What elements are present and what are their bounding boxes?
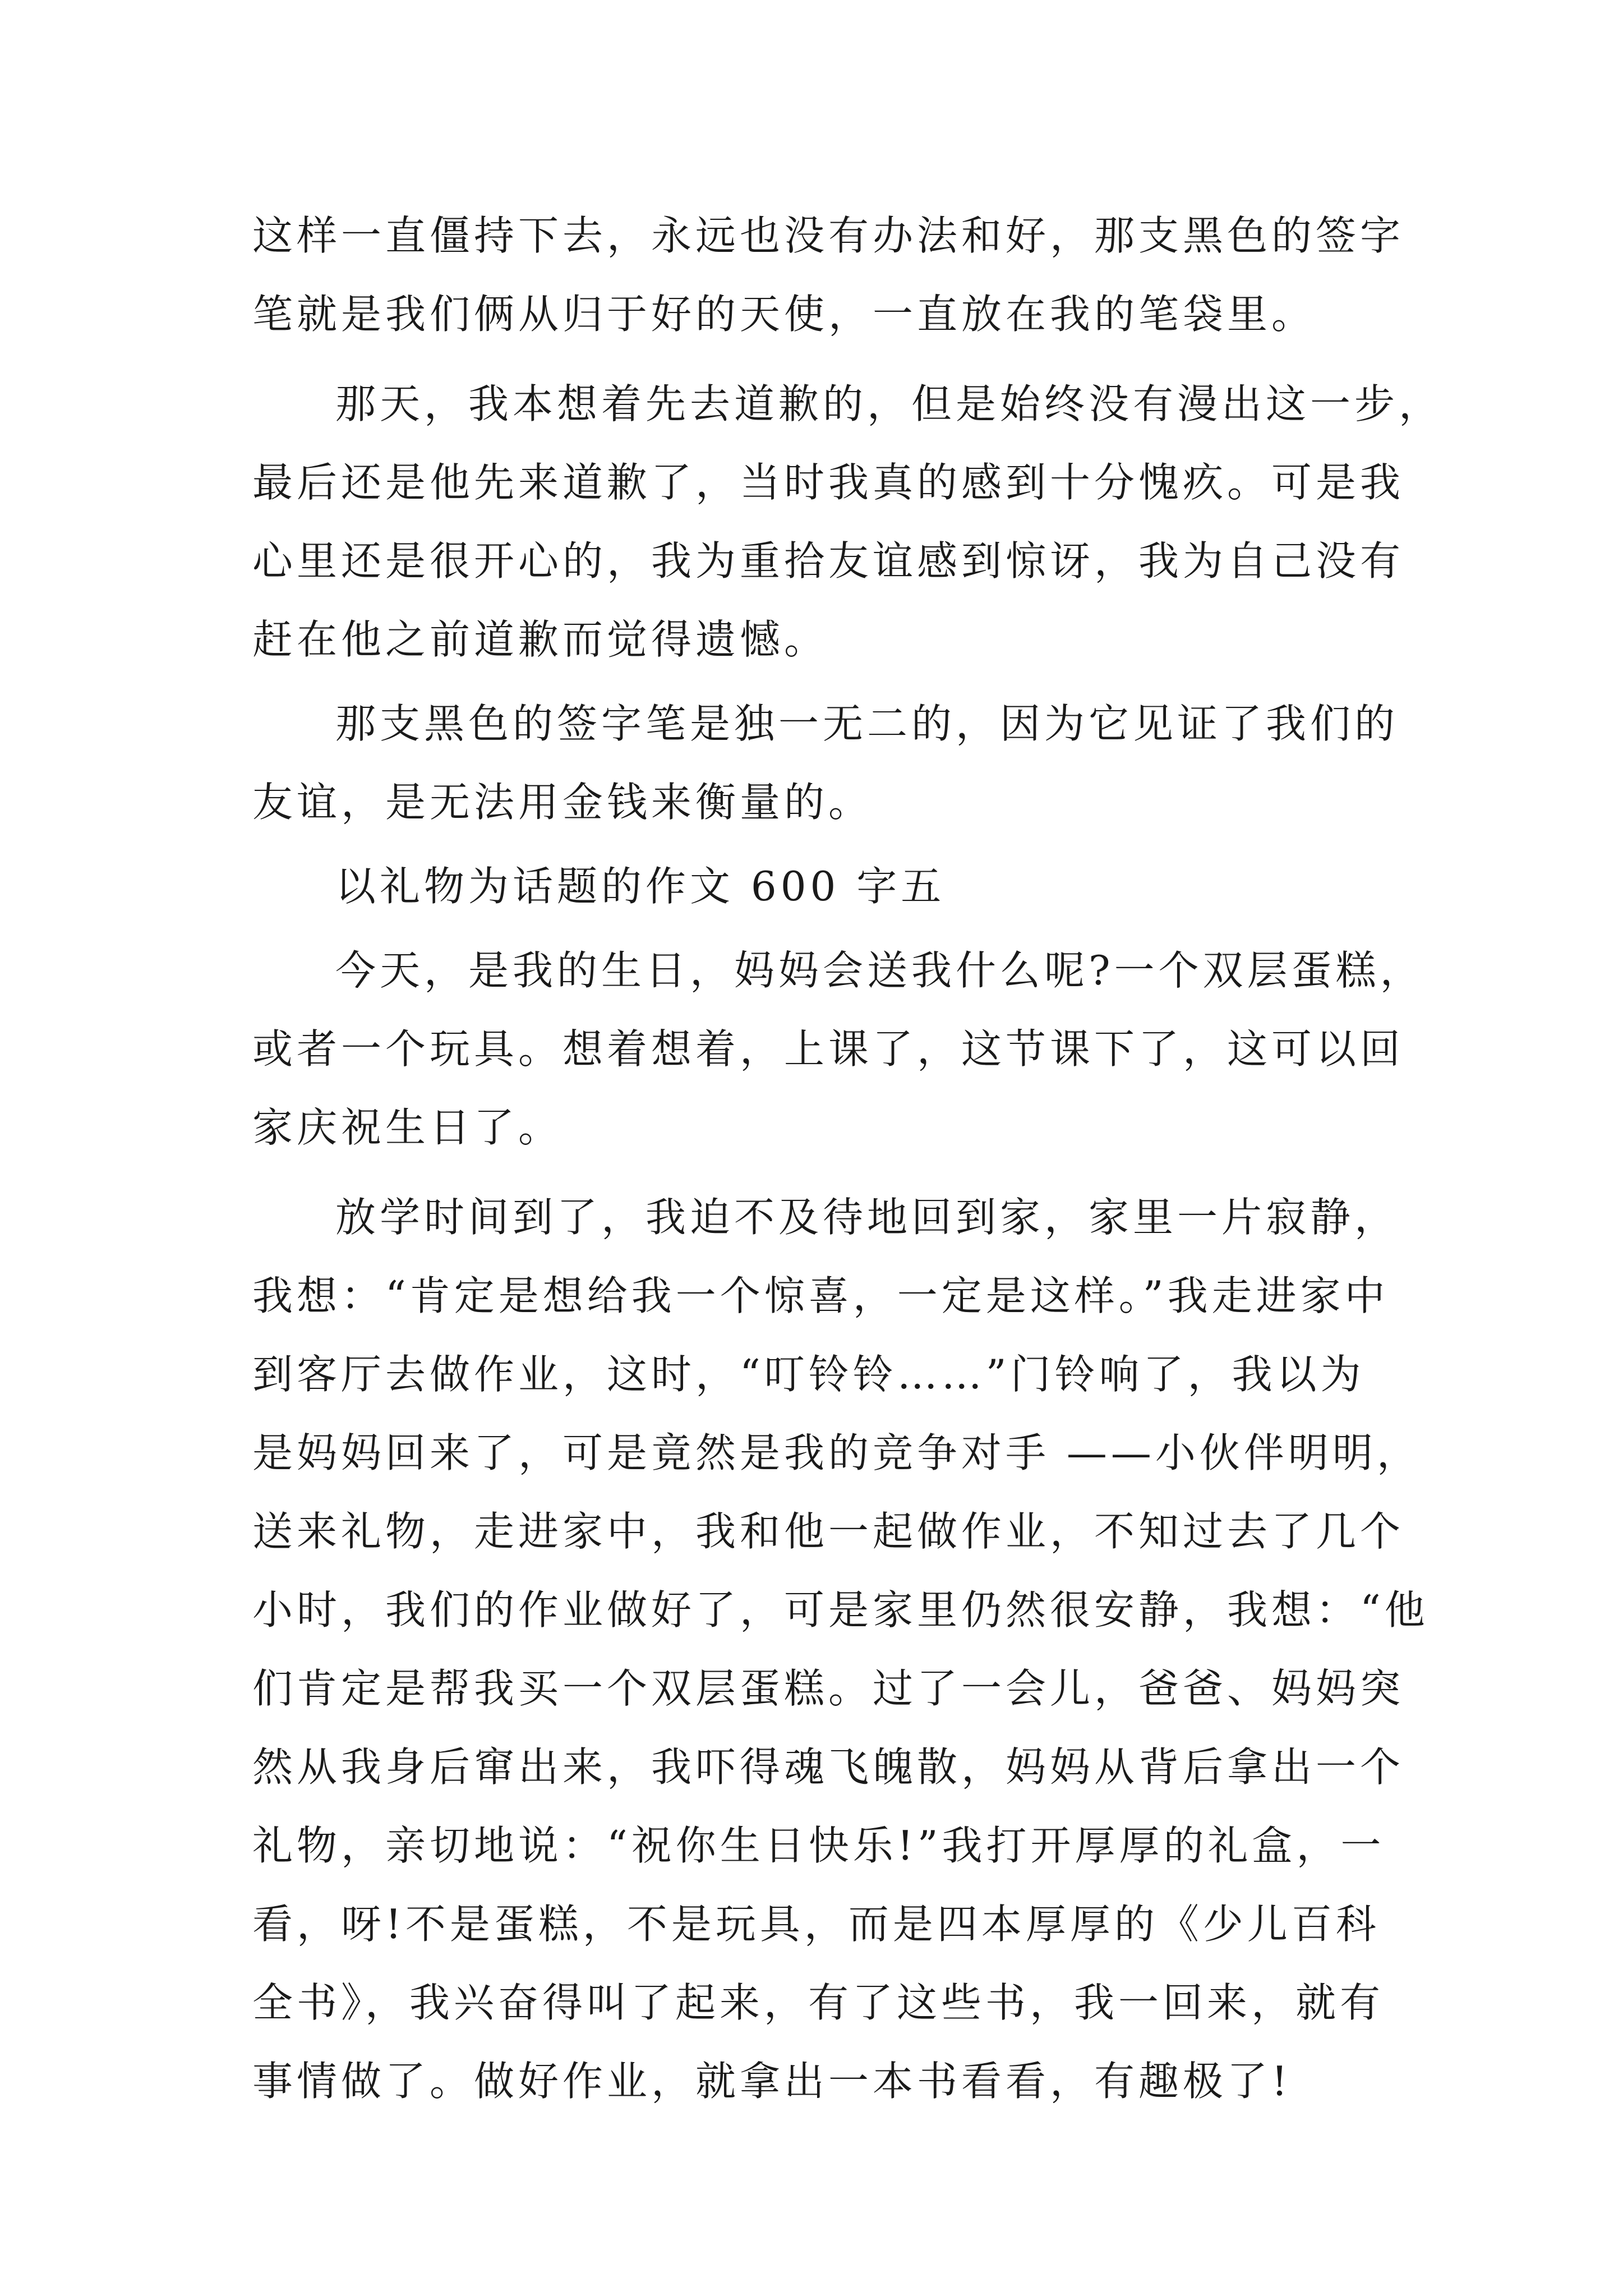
section-heading: 以礼物为话题的作文 600 字五 <box>335 863 946 910</box>
text-line: 礼物，亲切地说：“祝你生日快乐!”我打开厚厚的礼盒，一 <box>252 1822 1385 1869</box>
text-line: 送来礼物，走进家中，我和他一起做作业，不知过去了几个 <box>252 1508 1405 1555</box>
text-line: 事情做了。做好作业，就拿出一本书看看，有趣极了! <box>252 2058 1292 2105</box>
text-line: 笔就是我们俩从归于好的天使，一直放在我的笔袋里。 <box>252 291 1316 338</box>
text-line: 友谊，是无法用金钱来衡量的。 <box>252 779 873 826</box>
text-line: 最后还是他先来道歉了，当时我真的感到十分愧疚。可是我 <box>252 459 1405 506</box>
text-line: 是妈妈回来了，可是竟然是我的竞争对手 ——小伙伴明明， <box>252 1429 1421 1476</box>
text-line: 心里还是很开心的，我为重拾友谊感到惊讶，我为自己没有 <box>252 537 1405 585</box>
text-line: 然从我身后窜出来，我吓得魂飞魄散，妈妈从背后拿出一个 <box>252 1743 1405 1791</box>
text-line: 放学时间到了，我迫不及待地回到家，家里一片寂静， <box>335 1194 1399 1241</box>
text-line: 看，呀!不是蛋糕，不是玩具，而是四本厚厚的《少儿百科 <box>252 1901 1380 1948</box>
text-line: 那天，我本想着先去道歉的，但是始终没有漫出这一步， <box>335 380 1444 427</box>
text-line: 到客厅去做作业，这时，“叮铃铃……”门铃响了，我以为 <box>252 1351 1365 1398</box>
text-line: 赶在他之前道歉而觉得遗憾。 <box>252 616 829 663</box>
text-line: 那支黑色的签字笔是独一无二的，因为它见证了我们的 <box>335 700 1399 747</box>
text-line: 家庆祝生日了。 <box>252 1104 563 1151</box>
text-line: 今天，是我的生日，妈妈会送我什么呢?一个双层蛋糕， <box>335 947 1424 994</box>
text-line: 们肯定是帮我买一个双层蛋糕。过了一会儿，爸爸、妈妈突 <box>252 1665 1405 1712</box>
text-line: 我想：“肯定是想给我一个惊喜，一定是这样。”我走进家中 <box>252 1272 1389 1319</box>
text-line: 全书》，我兴奋得叫了起来，有了这些书，我一回来，就有 <box>252 1979 1385 2026</box>
text-line: 或者一个玩具。想着想着，上课了，这节课下了，这可以回 <box>252 1025 1405 1073</box>
text-line: 小时，我们的作业做好了，可是家里仍然很安静，我想：“他 <box>252 1586 1429 1634</box>
text-line: 这样一直僵持下去，永远也没有办法和好，那支黑色的签字 <box>252 212 1405 259</box>
